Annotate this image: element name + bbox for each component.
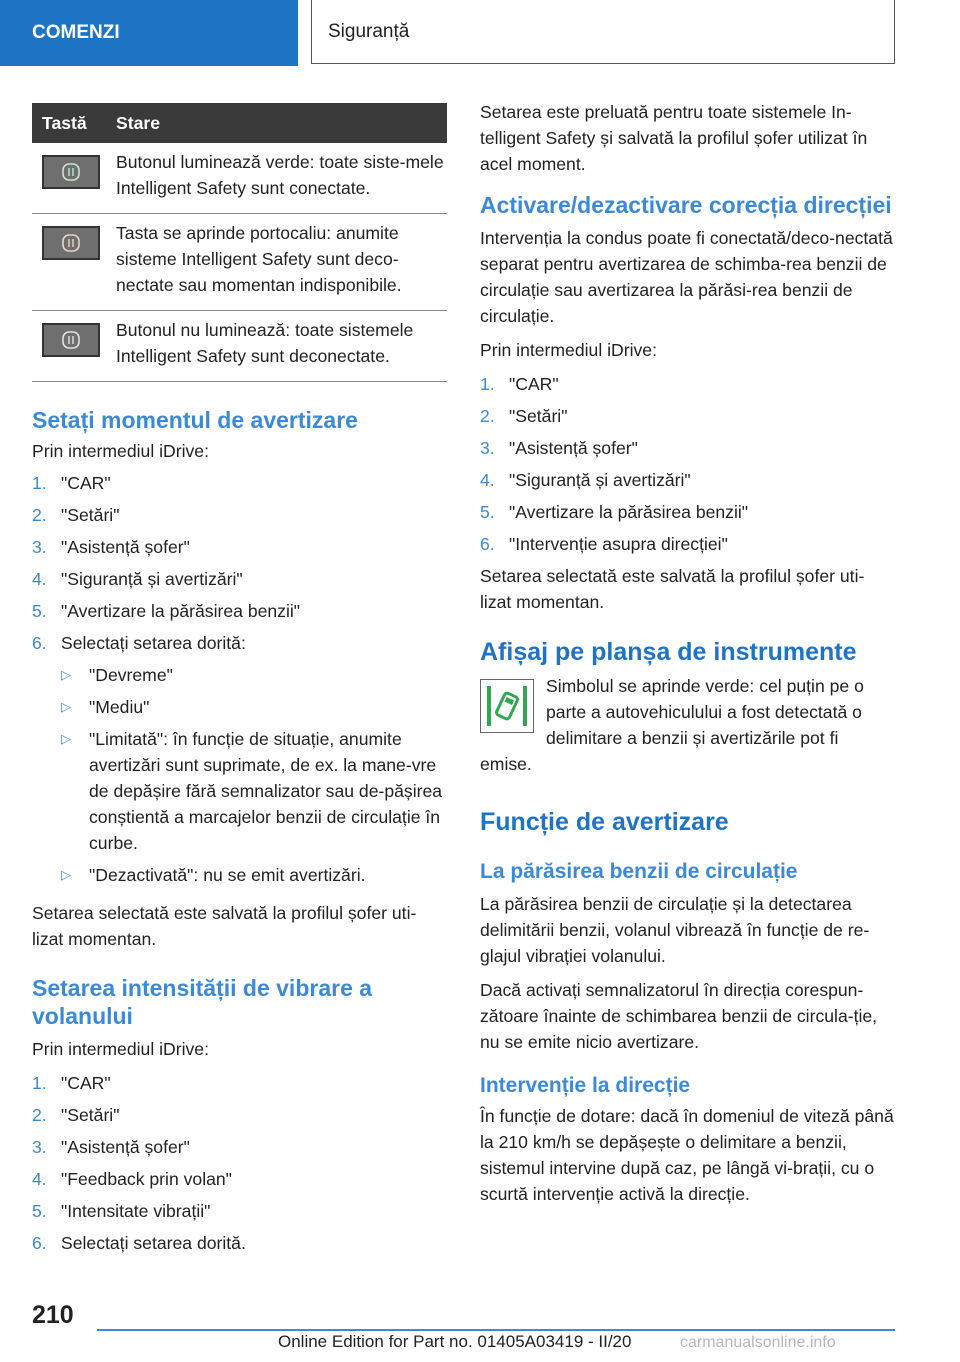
list-item: 2. "Setări" — [32, 1105, 120, 1125]
table-row — [32, 311, 447, 382]
right-column — [480, 99, 895, 1207]
table-cell: Tasta se aprinde portocaliu: anumite sisteme Intelligent Safety sunt deco-nectate sau momentan indisponibile. — [106, 214, 447, 311]
paragraph: Prin intermediul iDrive: — [480, 340, 657, 360]
section-heading-vibration: Setarea intensității de vibrare a volanului — [32, 975, 373, 1029]
list-item: 4. "Siguranță și avertizări" — [480, 470, 691, 490]
paragraph: Setarea selectată este salvată la profilul șofer uti-lizat momentan. — [480, 566, 865, 612]
list-item: 3. "Asistență șofer" — [480, 438, 638, 458]
triangle-bullet-icon: ▷ — [61, 731, 71, 746]
paragraph: Setarea este preluată pentru toate sistemele In-telligent Safety și salvată la profilul șofer utilizat în acel moment. — [480, 102, 868, 174]
paragraph: Dacă activați semnalizatorul în direcția corespun-zătoare înainte de schimbarea benzii de circula-ție, nu se emite nicio avertizare. — [480, 980, 878, 1052]
safety-button-green-icon — [42, 155, 100, 189]
triangle-bullet-icon: ▷ — [61, 699, 71, 714]
paragraph: Intervenția la condus poate fi conectată/deco-nectată separat pentru avertizarea de schimba-rea benzii de circulație sau avertizarea la părăsi-rea benzii de circulație. — [480, 228, 893, 326]
list-item: ▷ "Devreme" — [61, 662, 447, 688]
subheading-lane-departure: La părăsirea benzii de circulație — [480, 860, 798, 883]
list-item: 6. Selectați setarea dorită: ▷ "Devreme" ▷ "Mediu" ▷ "Limitată": în funcție de situație, anumite avertizări sunt suprimate, de ex. la mane-vre de depășire fără semnalizator sau de-pășirea conștientă a marcajelor benzii de circulație în curbe. ▷ "Dezactivată": nu se emit avertizări. — [32, 630, 447, 894]
list-item: 5. "Intensitate vibrații" — [32, 1201, 211, 1221]
list-item: 6. "Intervenție asupra direcției" — [480, 534, 728, 554]
section-heading-instrument-display: Afișaj pe planșa de instrumente — [480, 638, 857, 666]
paragraph: La părăsirea benzii de circulație și la detectarea delimitării benzii, volanul vibrează în funcție de re-glajul vibrației volanului. — [480, 894, 870, 966]
edition-info: Online Edition for Part no. 01405A03419 - II/20 — [278, 1332, 632, 1351]
table-row — [32, 214, 447, 311]
display-note — [480, 673, 895, 777]
list-item: 4. "Feedback prin volan" — [32, 1169, 232, 1189]
paragraph: În funcție de dotare: dacă în domeniul de viteză până la 210 km/h se depășește o delimitare a benzii, sistemul intervine după caz, pe lângă vi-brații, cu o scurtă intervenție activă la direcție. — [480, 1106, 894, 1204]
steps-list-steering-correction — [480, 371, 895, 557]
steps-list-vibration — [32, 1070, 447, 1256]
key-status-table — [32, 103, 447, 382]
page-number: 210 — [32, 1301, 74, 1329]
list-item: ▷ "Mediu" — [61, 694, 447, 720]
footer-divider — [97, 1329, 895, 1331]
triangle-bullet-icon: ▷ — [61, 867, 71, 882]
table-cell: Butonul nu luminează: toate sistemele Intelligent Safety sunt deconectate. — [106, 311, 447, 382]
list-item: 2. "Setări" — [480, 406, 568, 426]
table-row — [32, 143, 447, 214]
steps-list-warning-time — [32, 470, 447, 894]
section-tab[interactable]: COMENZI — [0, 0, 298, 66]
list-item: 5. "Avertizare la părăsirea benzii" — [480, 502, 749, 522]
watermark: carmanualsonline.info — [680, 1334, 836, 1351]
list-item: 1. "CAR" — [32, 1073, 111, 1093]
subheading-steering-intervention: Intervenție la direcție — [480, 1074, 691, 1097]
paragraph: Setarea selectată este salvată la profilul șofer uti-lizat momentan. — [32, 903, 417, 949]
table-cell: Butonul luminează verde: toate siste-mele Intelligent Safety sunt conectate. — [106, 143, 447, 214]
list-item: 5. "Avertizare la părăsirea benzii" — [32, 601, 301, 621]
list-item: 2. "Setări" — [32, 505, 120, 525]
paragraph: Prin intermediul iDrive: — [32, 1039, 209, 1059]
list-item: 4. "Siguranță și avertizări" — [32, 569, 243, 589]
section-heading-steering-correction: Activare/dezactivare corecția direcției — [480, 192, 892, 218]
options-list — [61, 662, 447, 888]
safety-button-off-icon — [42, 323, 100, 357]
paragraph: Simbolul se aprinde verde: cel puțin pe o parte a autovehiculului a fost detectată o delimitare a benzii și avertizările pot fi emise. — [480, 676, 864, 774]
section-heading-warning-time: Setați momentul de avertizare — [32, 407, 358, 433]
table-header-key: Tastă — [32, 103, 106, 143]
list-item: ▷ "Dezactivată": nu se emit avertizări. — [61, 862, 447, 888]
safety-button-orange-icon — [42, 226, 100, 260]
left-column — [32, 103, 447, 1262]
triangle-bullet-icon: ▷ — [61, 667, 71, 682]
lane-assist-green-icon — [480, 679, 534, 733]
list-item: 3. "Asistență șofer" — [32, 1137, 190, 1157]
paragraph: Prin intermediul iDrive: — [32, 441, 209, 461]
list-item: 3. "Asistență șofer" — [32, 537, 190, 557]
section-heading-warning-function: Funcție de avertizare — [480, 808, 729, 836]
page-header — [0, 0, 960, 66]
chapter-title: Siguranță — [311, 0, 895, 64]
list-item: ▷ "Limitată": în funcție de situație, anumite avertizări sunt suprimate, de ex. la mane-vre de depășire fără semnalizator sau de-pășirea conștientă a marcajelor benzii de circulație în curbe. — [61, 726, 447, 856]
list-item: 1. "CAR" — [480, 374, 559, 394]
table-header-status: Stare — [106, 103, 447, 143]
list-item: 6. Selectați setarea dorită. — [32, 1233, 246, 1253]
list-item: 1. "CAR" — [32, 473, 111, 493]
